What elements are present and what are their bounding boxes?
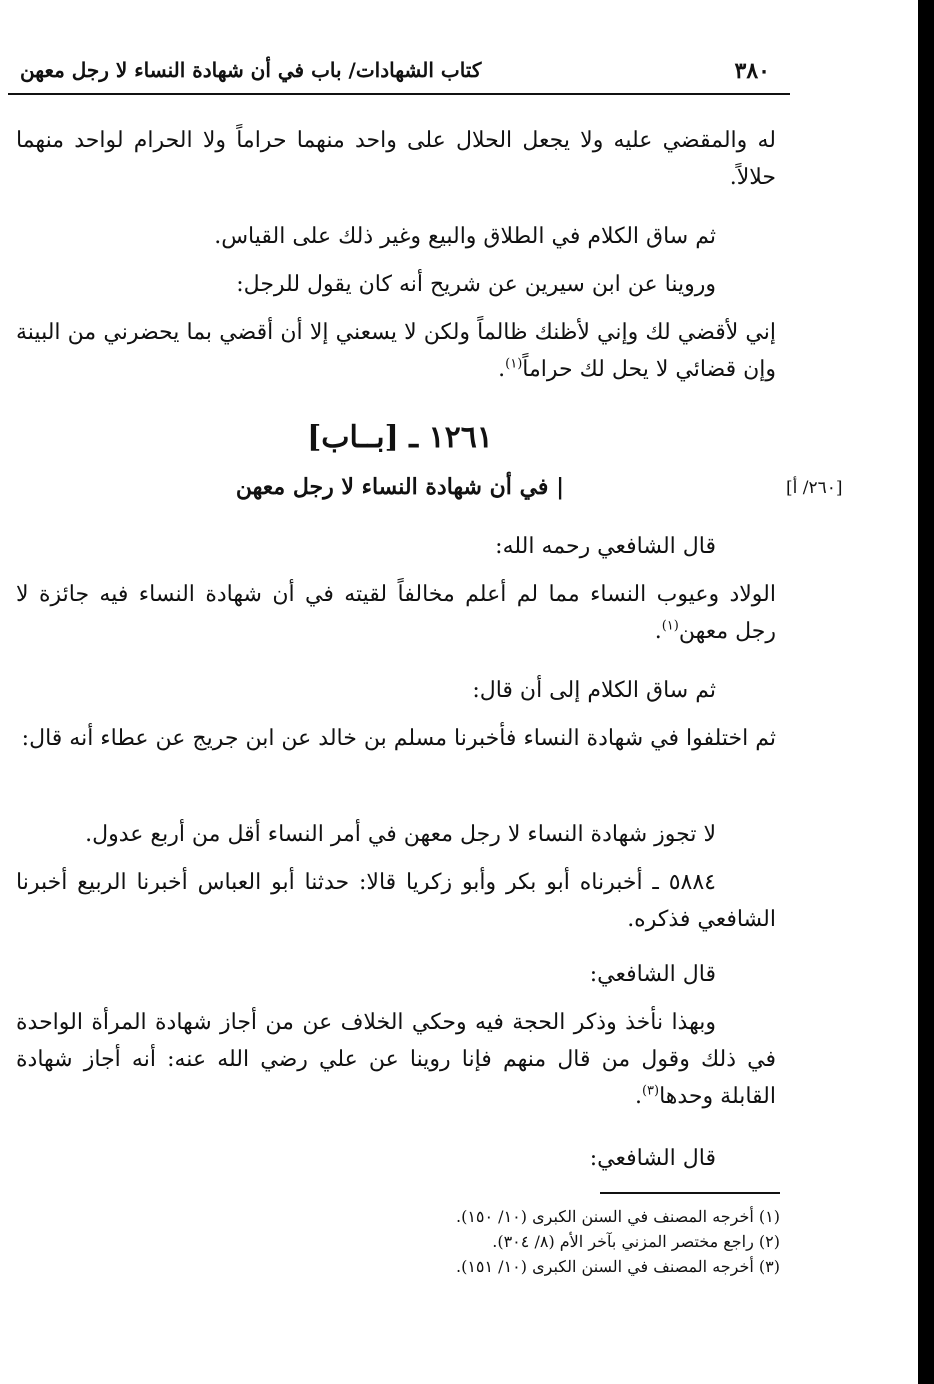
header-rule: [8, 93, 790, 95]
paragraph-8: [16, 720, 776, 757]
paragraph-11-text: قال الشافعي:: [589, 962, 716, 987]
paragraph-9: [16, 816, 776, 853]
scan-edge-bar: [918, 0, 934, 1384]
footnote-marker: (١): [505, 356, 523, 372]
paragraph-8-text: ثم اختلفوا في شهادة النساء فأخبرنا مسلم بن خالد عن ابن جريج عن عطاء أنه قال:: [21, 726, 776, 751]
period: .: [498, 357, 506, 382]
paragraph-4-text: إني لأقضي لك وإني لأظنك ظالماً ولكن لا يسعني إلا أن أقضي بما يحضرني من البينة وإن قضائي لا يحل لك حراماً: [16, 320, 776, 382]
paragraph-5: [16, 528, 776, 565]
period: .: [634, 1084, 642, 1109]
page-header: [14, 50, 790, 94]
footnote-marker: (٣): [641, 1083, 660, 1099]
margin-manuscript-ref: [٢٦٠/ أ]: [786, 478, 843, 498]
footnotes: [180, 1204, 780, 1279]
paragraph-9-text: لا تجوز شهادة النساء لا رجل معهن في أمر النساء أقل من أربع عدول.: [85, 822, 716, 847]
paragraph-12: [16, 1004, 776, 1115]
page-number: ٣٨٠: [734, 58, 770, 84]
period: .: [654, 619, 662, 644]
paragraph-2: [16, 218, 776, 255]
paragraph-6-text: الولاد وعيوب النساء مما لم أعلم مخالفاً لقيته في أن شهادة النساء فيه جائزة لا رجل معهن: [16, 582, 776, 644]
paragraph-11: [16, 956, 776, 993]
paragraph-3: [16, 266, 776, 303]
footnote-1: (١) أخرجه المصنف في السنن الكبرى (١٠/ ١٥٠).: [455, 1207, 780, 1226]
paragraph-13: [16, 1140, 776, 1177]
paragraph-7: [16, 672, 776, 709]
chapter-title: | في أن شهادة النساء لا رجل معهن: [235, 474, 565, 500]
paragraph-7-text: ثم ساق الكلام إلى أن قال:: [472, 678, 716, 703]
paragraph-13-text: قال الشافعي:: [589, 1146, 716, 1171]
footnote-marker: (١): [661, 618, 679, 634]
footnote-3: (٣) أخرجه المصنف في السنن الكبرى (١٠/ ١٥١).: [455, 1257, 780, 1276]
footnote-2: (٢) راجع مختصر المزني بآخر الأم (٨/ ٣٠٤).: [492, 1232, 780, 1251]
paragraph-5-text: قال الشافعي رحمه الله:: [495, 534, 716, 559]
paragraph-1: [16, 122, 776, 196]
paragraph-10: [16, 864, 776, 938]
paragraph-4: [16, 314, 776, 388]
running-title: كتاب الشهادات/ باب في أن شهادة النساء لا رجل معهن: [20, 58, 482, 82]
footnote-rule: [600, 1192, 780, 1194]
paragraph-10-text: ٥٨٨٤ ـ أخبرناه أبو بكر وأبو زكريا قالا: حدثنا أبو العباس أخبرنا الربيع أخبرنا الشافعي فذكره.: [16, 870, 776, 932]
paragraph-6: [16, 576, 776, 650]
paragraph-12-text: وبهذا نأخذ وذكر الحجة فيه وحكي الخلاف عن من أجاز شهادة المرأة الواحدة في ذلك وقول من قال منهم فإنا روينا عن علي رضي الله عنه: أنه أجاز شهادة القابلة وحدها: [16, 1010, 776, 1109]
chapter-number: ١٢٦١ ـ [بــاب]: [307, 420, 493, 455]
paragraph-2-text: ثم ساق الكلام في الطلاق والبيع وغير ذلك على القياس.: [214, 224, 716, 249]
paragraph-1-text: له والمقضي عليه ولا يجعل الحلال على واحد منهما حراماً ولا الحرام لواحد منهما حلالاً.: [16, 128, 776, 190]
paragraph-3-text: وروينا عن ابن سيرين عن شريح أنه كان يقول للرجل:: [236, 272, 716, 297]
